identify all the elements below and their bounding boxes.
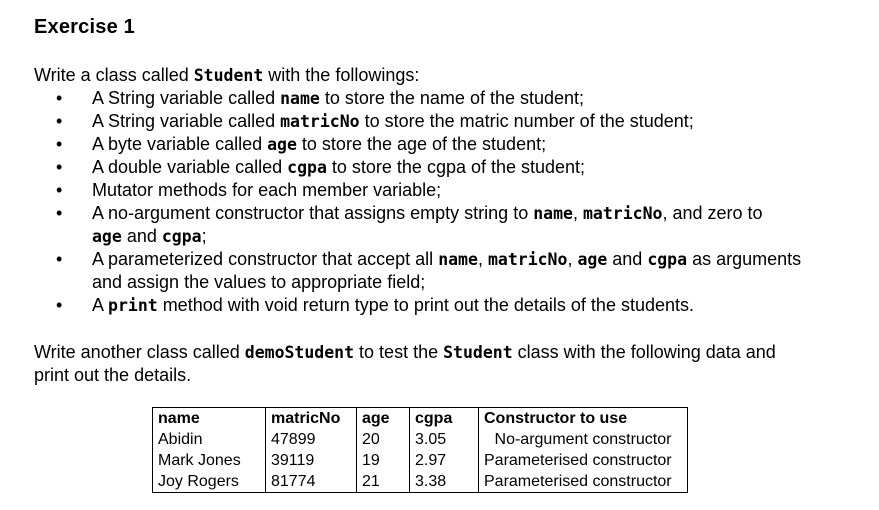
table-header-row (153, 408, 688, 430)
requirements-list (56, 87, 832, 317)
column-header-name: name (153, 408, 266, 430)
code-segment: cgpa (647, 250, 688, 269)
table-cell: 2.97 (410, 450, 479, 471)
bullet-icon: • (56, 249, 63, 269)
second-paragraph-line-1 (34, 341, 776, 364)
table-row (153, 450, 688, 471)
text-segment: A byte variable called (92, 134, 268, 154)
bullet-icon: • (56, 203, 63, 223)
intro-paragraph (34, 64, 419, 87)
list-item (56, 248, 832, 294)
bullet-icon: • (56, 88, 63, 108)
table-cell: Joy Rogers (153, 471, 266, 493)
code-segment: cgpa (161, 227, 202, 246)
table-cell: 20 (357, 429, 410, 450)
table-cell: 21 (357, 471, 410, 493)
text-segment: A (92, 295, 109, 315)
list-item (56, 133, 832, 156)
code-segment: name (438, 250, 478, 269)
column-header-constructor: Constructor to use (479, 408, 688, 430)
table-cell: 81774 (266, 471, 357, 493)
text-segment: and (607, 249, 648, 269)
table-cell: Parameterised constructor (479, 450, 688, 471)
list-item (56, 156, 832, 179)
text-segment: to store the matric number of the student; (359, 111, 694, 131)
text-segment: to test the (354, 342, 444, 362)
text-segment: to store the age of the student; (296, 134, 547, 154)
table-cell: 39119 (266, 450, 357, 471)
table-cell: 3.05 (410, 429, 479, 450)
bullet-icon: • (56, 111, 63, 131)
list-item (56, 87, 832, 110)
text-segment: A String variable called (92, 111, 281, 131)
text-segment: A parameterized constructor that accept all (92, 249, 439, 269)
text-segment: , (572, 203, 583, 223)
code-segment: matricNo (280, 112, 360, 131)
code-segment: name (533, 204, 573, 223)
student-data-table (152, 407, 688, 493)
text-segment: , (477, 249, 488, 269)
code-segment: name (280, 89, 320, 108)
bullet-icon: • (56, 295, 63, 315)
text-segment: , and zero to (662, 203, 763, 223)
table-row (153, 429, 688, 450)
text-segment: to store the cgpa of the student; (326, 157, 586, 177)
table-cell: No-argument constructor (479, 429, 688, 450)
text-segment: to store the name of the student; (319, 88, 585, 108)
list-item (56, 179, 832, 202)
column-header-cgpa: cgpa (410, 408, 479, 430)
text-segment: A String variable called (92, 88, 281, 108)
code-segment: matricNo (487, 250, 568, 269)
table-cell: 3.38 (410, 471, 479, 493)
intro-suffix: with the followings: (263, 65, 420, 85)
list-item (56, 202, 832, 248)
table-row (153, 471, 688, 493)
exercise-heading: Exercise 1 (34, 16, 135, 38)
bullet-icon: • (56, 157, 63, 177)
table-cell: Mark Jones (153, 450, 266, 471)
second-paragraph-line-2: print out the details. (34, 365, 192, 385)
column-header-age: age (357, 408, 410, 430)
code-segment: age (92, 227, 122, 246)
text-segment: A double variable called (92, 157, 288, 177)
text-segment: , (567, 249, 578, 269)
list-item (56, 294, 832, 317)
table-cell: Parameterised constructor (479, 471, 688, 493)
text-segment: and (121, 226, 162, 246)
table-cell: 47899 (266, 429, 357, 450)
code-segment: demoStudent (244, 343, 355, 362)
column-header-matricno: matricNo (266, 408, 357, 430)
second-paragraph (34, 341, 776, 387)
code-segment: age (577, 250, 608, 269)
text-segment: ; (201, 226, 207, 246)
text-segment: Mutator methods for each member variable; (92, 180, 442, 200)
text-segment: A no-argument constructor that assigns empty string to (92, 203, 534, 223)
code-segment: Student (443, 343, 513, 362)
table-cell: 19 (357, 450, 410, 471)
intro-prefix: Write a class called (34, 65, 194, 85)
code-segment: matricNo (582, 204, 663, 223)
text-segment: class with the following data and (512, 342, 776, 362)
code-segment: cgpa (287, 158, 327, 177)
bullet-icon: • (56, 134, 63, 154)
text-segment: Write another class called (34, 342, 245, 362)
list-item (56, 110, 832, 133)
table-cell: Abidin (153, 429, 266, 450)
bullet-icon: • (56, 180, 63, 200)
text-segment: method with void return type to print out the details of the students. (157, 295, 694, 315)
code-segment: age (267, 135, 297, 154)
code-segment: print (108, 296, 158, 315)
text-segment: as arguments and assign the values to appropriate field; (92, 249, 802, 292)
intro-class-name: Student (193, 66, 264, 85)
